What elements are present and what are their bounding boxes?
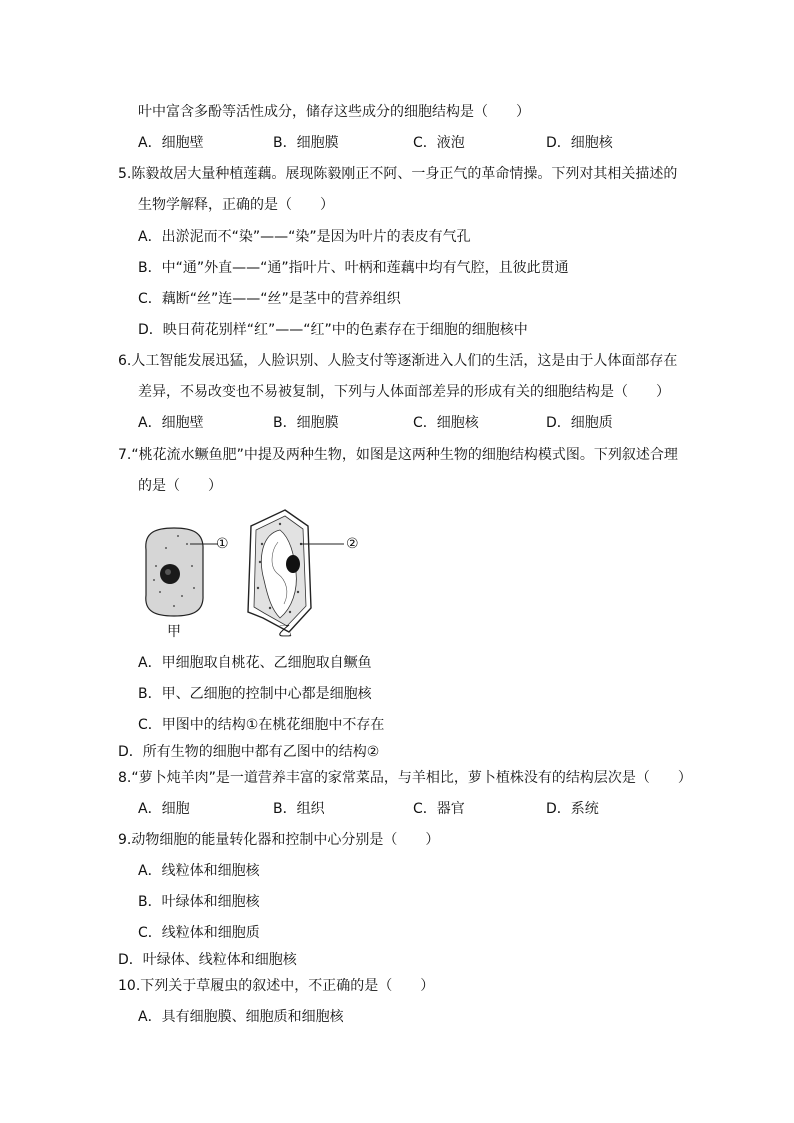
question-10-stem: 10.下列关于草履虫的叙述中，不正确的是（ ） xyxy=(118,978,435,994)
question-8-options xyxy=(138,799,698,819)
question-5-stem-line2: 生物学解释，正确的是（ ） xyxy=(138,197,334,213)
question-5-option-b[interactable]: B．中“通”外直——“通”指叶片、叶柄和莲藕中均有气腔，且彼此贯通 xyxy=(138,260,569,276)
plant-cell-yi xyxy=(248,510,344,632)
question-9-option-d[interactable]: D．叶绿体、线粒体和细胞核 xyxy=(118,952,297,968)
question-4-stem: 叶中富含多酚等活性成分，储存这些成分的细胞结构是（ ） xyxy=(138,104,530,120)
question-9-option-a[interactable]: A．线粒体和细胞核 xyxy=(138,863,260,879)
option-b[interactable]: B．组织 xyxy=(273,801,325,817)
option-a[interactable]: A．细胞壁 xyxy=(138,135,204,151)
question-4-options xyxy=(138,133,698,153)
question-6-stem-line1: 6.人工智能发展迅猛，人脸识别、人脸支付等逐渐进入人们的生活，这是由于人体面部存在 xyxy=(118,353,678,369)
question-5-option-d[interactable]: D．映日荷花别样“红”——“红”中的色素存在于细胞的细胞核中 xyxy=(138,322,528,338)
question-7-option-b[interactable]: B．甲、乙细胞的控制中心都是细胞核 xyxy=(138,686,372,702)
question-7-stem-line2: 的是（ ） xyxy=(138,478,222,494)
option-c[interactable]: C．细胞核 xyxy=(413,415,479,431)
question-10-option-a[interactable]: A．具有细胞膜、细胞质和细胞核 xyxy=(138,1009,344,1025)
question-7-option-c[interactable]: C．甲图中的结构①在桃花细胞中不存在 xyxy=(138,717,385,733)
option-c[interactable]: C．器官 xyxy=(413,801,465,817)
question-6-stem-line2: 差异，不易改变也不易被复制，下列与人体面部差异的形成有关的细胞结构是（ ） xyxy=(138,384,670,400)
option-d[interactable]: D．细胞核 xyxy=(546,135,613,151)
animal-cell-jia xyxy=(146,528,218,616)
question-7-stem-line1: 7.“桃花流水鳜鱼肥”中提及两种生物，如图是这两种生物的细胞结构模式图。下列叙述合理 xyxy=(118,447,678,463)
question-6-options xyxy=(138,413,698,433)
option-a[interactable]: A．细胞壁 xyxy=(138,415,204,431)
option-a[interactable]: A．细胞 xyxy=(138,801,190,817)
option-d[interactable]: D．系统 xyxy=(546,801,599,817)
question-9-stem: 9.动物细胞的能量转化器和控制中心分别是（ ） xyxy=(118,832,440,848)
question-5-option-c[interactable]: C．藕断“丝”连——“丝”是茎中的营养组织 xyxy=(138,291,401,307)
caption-jia: 甲 xyxy=(167,624,181,640)
question-5-stem-line1: 5.陈毅故居大量种植莲藕。展现陈毅刚正不阿、一身正气的革命情操。下列对其相关描述的 xyxy=(118,166,678,182)
label-structure-2: ② xyxy=(346,536,359,552)
question-7-option-d[interactable]: D．所有生物的细胞中都有乙图中的结构② xyxy=(118,744,380,760)
question-7-option-a[interactable]: A．甲细胞取自桃花、乙细胞取自鳜鱼 xyxy=(138,655,372,671)
question-9-option-c[interactable]: C．线粒体和细胞质 xyxy=(138,925,260,941)
question-8-stem: 8.“萝卜炖羊肉”是一道营养丰富的家常菜品，与羊相比，萝卜植株没有的结构层次是（ ） xyxy=(118,770,692,786)
caption-yi: 乙 xyxy=(278,624,292,640)
label-structure-1: ① xyxy=(216,536,229,552)
option-b[interactable]: B．细胞膜 xyxy=(273,135,339,151)
option-d[interactable]: D．细胞质 xyxy=(546,415,613,431)
cell-structure-figure xyxy=(130,500,390,650)
option-b[interactable]: B．细胞膜 xyxy=(273,415,339,431)
option-c[interactable]: C．液泡 xyxy=(413,135,465,151)
question-5-option-a[interactable]: A．出淤泥而不“染”——“染”是因为叶片的表皮有气孔 xyxy=(138,229,471,245)
question-9-option-b[interactable]: B．叶绿体和细胞核 xyxy=(138,894,260,910)
